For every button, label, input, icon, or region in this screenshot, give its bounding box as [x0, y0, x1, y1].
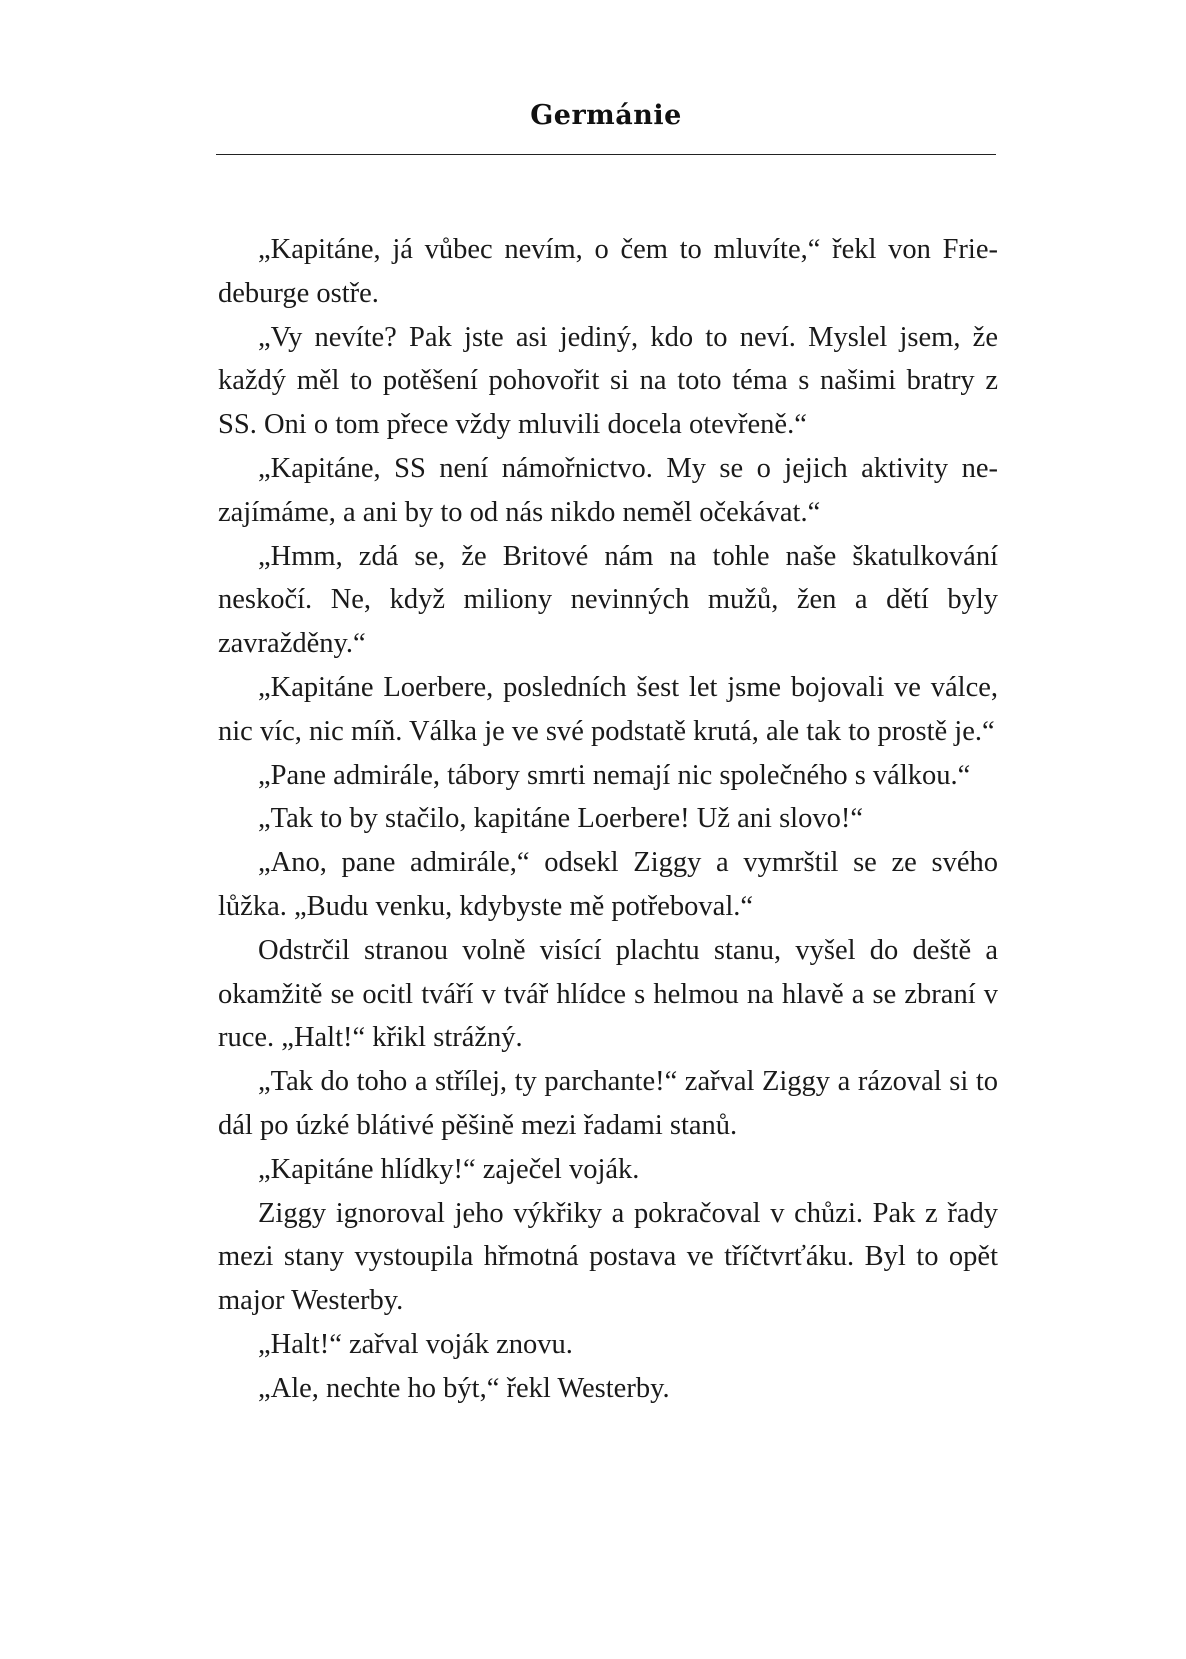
paragraph: „Pane admirále, tábory smrti nemají nic společného s válkou.“	[258, 759, 971, 791]
paragraph: „Tak do toho a střílej, ty parchante!“ zařval Ziggy a rázoval si to dál po úzké blátivé pěšině mezi řadami stanů.	[218, 1066, 998, 1141]
paragraph: „Ano, pane admirále,“ odsekl Ziggy a vymrštil se ze svého lůžka. „Budu venku, kdybyste mě potřeboval.“	[218, 847, 998, 922]
paragraph: „Tak to by stačilo, kapitáne Loerbere! Už ani slovo!“	[258, 803, 863, 835]
paragraph: Odstrčil stranou volně visící plachtu stanu, vyšel do deště a okamžitě se ocitl tváří v tvář hlídce s helmou na hlavě a se zbraní v ruce. „Halt!“ křikl strážný.	[218, 934, 998, 1054]
header-rule	[216, 154, 996, 155]
paragraph: Ziggy ignoroval jeho výkřiky a pokračoval v chůzi. Pak z řady mezi stany vystoupila hřmotná postava ve tříčtvrťáku. Byl to opět major Westerby.	[218, 1197, 998, 1317]
paragraph: „Halt!“ zařval voják znovu.	[258, 1328, 573, 1360]
paragraph: „Ale, nechte ho být,“ řekl Westerby.	[258, 1372, 670, 1404]
body-text	[218, 228, 998, 1411]
paragraph: „Kapitáne hlídky!“ zaječel voják.	[258, 1153, 640, 1185]
paragraph: „Vy nevíte? Pak jste asi jediný, kdo to neví. Myslel jsem, že každý měl to potěšení pohovořit si na toto téma s našimi bratry z SS. Oni o tom přece vždy mluvili docela otevřeně.“	[218, 321, 998, 441]
paragraph: „Hmm, zdá se, že Britové nám na tohle naše škatulkování neskočí. Ne, když miliony nevinných mužů, žen a dětí byly zavražděny.“	[218, 540, 998, 660]
running-head-title: Germánie	[530, 100, 682, 131]
paragraph: „Kapitáne Loerbere, posledních šest let jsme bojovali ve válce, nic víc, nic míň. Válka je ve své podstatě krutá, ale tak to prostě je.“	[218, 671, 998, 747]
paragraph: „Kapitáne, SS není námořnictvo. My se o jejich aktivity nezajímáme, a ani by to od nás nikdo neměl očekávat.“	[218, 452, 998, 528]
paragraph: „Kapitáne, já vůbec nevím, o čem to mluvíte,“ řekl von Friedeburge ostře.	[218, 234, 998, 309]
